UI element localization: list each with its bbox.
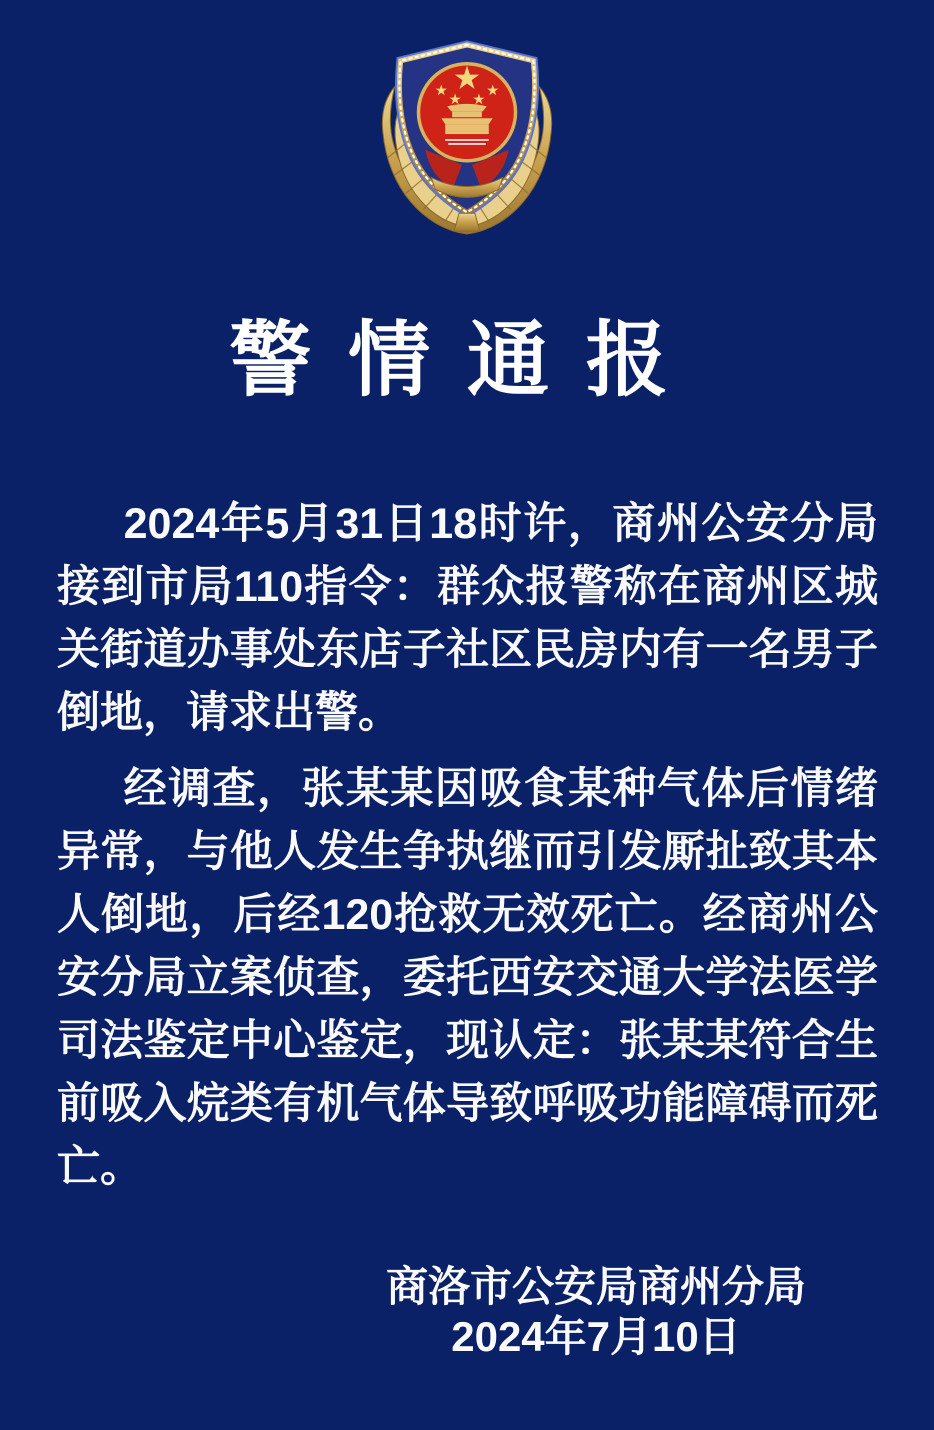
body-line: 人倒地，后经120抢救无效死亡。经商州公	[57, 891, 878, 939]
body-line: 安分局立案侦查，委托西安交通大学法医学	[57, 954, 878, 1002]
issuing-authority: 商洛市公安局商州分局	[385, 1263, 806, 1310]
police-badge-emblem	[368, 38, 566, 240]
tiananmen-gate	[441, 104, 492, 134]
body-line: 前吸入烷类有机气体导致呼吸功能障碍而死	[57, 1080, 878, 1128]
notice-body	[57, 493, 878, 1199]
body-line: 关街道办事处东店子社区民房内有一名男子	[57, 626, 878, 674]
wreath-knot	[454, 213, 480, 231]
paragraph-investigation	[57, 758, 878, 1199]
body-line: 倒地，请求出警。	[57, 689, 401, 737]
body-line: 2024年5月31日18时许，商州公安分局	[123, 500, 878, 548]
body-line: 亡。	[57, 1143, 143, 1191]
body-line: 司法鉴定中心鉴定，现认定：张某某符合生	[57, 1017, 878, 1065]
body-line: 经调查，张某某因吸食某种气体后情绪	[123, 765, 878, 813]
body-line: 异常，与他人发生争执继而引发厮扯致其本	[57, 828, 878, 876]
issue-date: 2024年7月10日	[451, 1313, 741, 1360]
signature-block	[386, 1262, 806, 1362]
body-line: 接到市局110指令：群众报警称在商州区城	[57, 563, 878, 611]
paragraph-incident	[57, 493, 878, 745]
notice-title: 警情通报	[229, 315, 705, 406]
